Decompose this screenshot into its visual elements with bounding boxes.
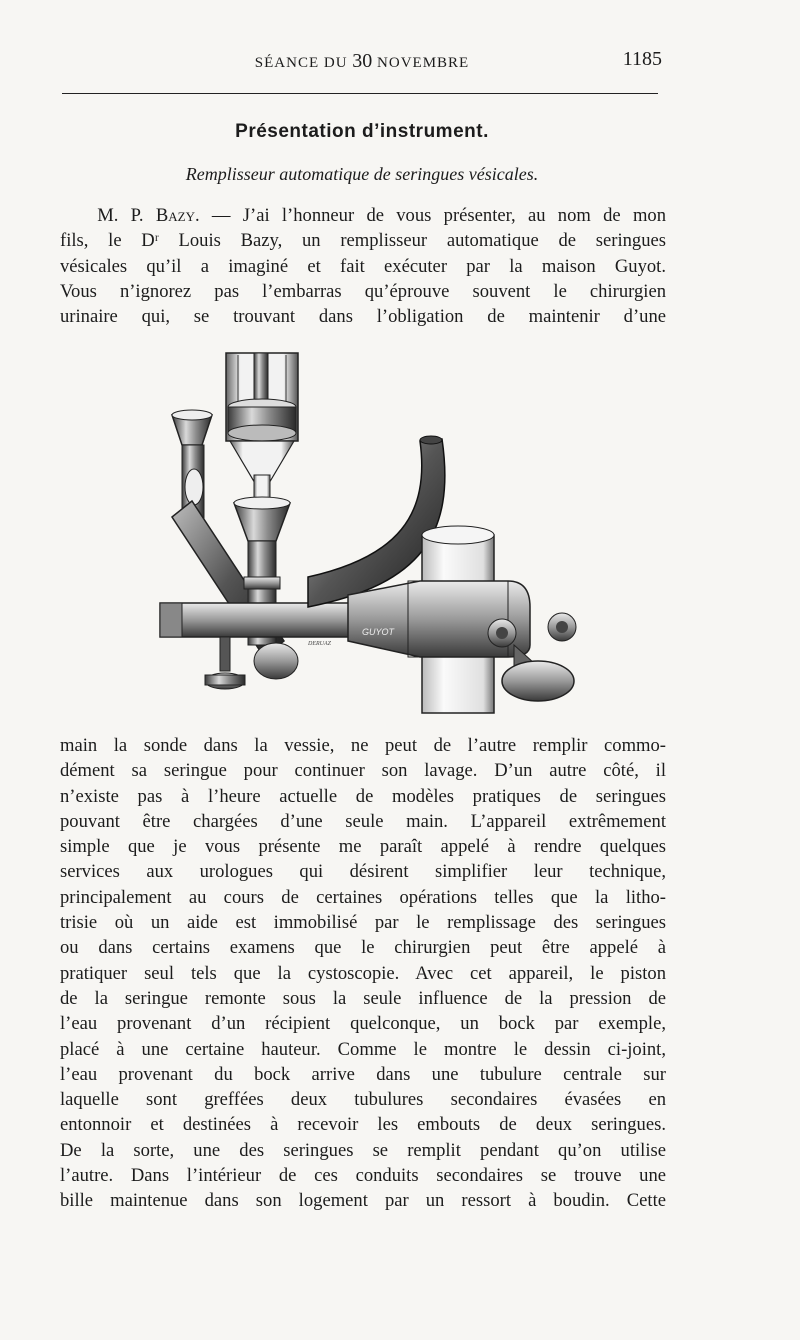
paragraph-continuation [60, 733, 666, 1214]
running-head-a: SÉANCE DU [254, 55, 348, 71]
speaker-line-rest: . — J’ai l’honneur de vous présenter, au nom de mon [194, 205, 666, 226]
section-title: Présentation d’instrument. [235, 121, 489, 142]
engraver-signature: DERUAZ [308, 641, 331, 647]
text-line: vésicales qu’il a imaginé et fait exécuter par la maison Guyot. [60, 255, 666, 277]
text-line: De la sorte, une des seringues se remplit pendant qu’on utilise [60, 1139, 666, 1161]
text-line: l’autre. Dans l’intérieur de ces conduits secondaires se trouve une [60, 1165, 666, 1187]
engraving-maker-label: GUYOT [362, 627, 395, 637]
text-line: services aux urologues qui désirent simplifier leur technique, [60, 861, 666, 883]
text-line [60, 203, 666, 228]
text-line: ou dans certains examens que le chirurgien peut être appelé à [60, 937, 666, 959]
instrument-engraving [158, 345, 578, 725]
text-line: Vous n’ignorez pas l’embarras qu’éprouve souvent le chirurgien [60, 280, 666, 302]
text-line: trisie où un aide est immobilisé par le remplissage des seringues [60, 912, 666, 934]
text-line: de la seringue remonte sous la seule influence de la pression de [60, 987, 666, 1009]
page-number: 1185 [622, 48, 662, 70]
text-line: bille maintenue dans son logement par un ressort à boudin. Cette [60, 1190, 666, 1212]
text-line: n’existe pas à l’heure actuelle de modèles pratiques de seringues [60, 785, 666, 807]
running-head-b: NOVEMBRE [377, 55, 470, 71]
text-line: fils, le Dʳ Louis Bazy, un remplisseur automatique de seringues [60, 230, 666, 252]
speaker-prefix: M. P. [97, 205, 144, 226]
text-line: urinaire qui, se trouvant dans l’obligation de maintenir d’une [60, 306, 666, 328]
text-line: pouvant être chargées d’une seule main. L’appareil extrêmement [60, 810, 666, 832]
running-header [62, 48, 662, 78]
text-line: entonnoir et destinées à recevoir les embouts de deux seringues. [60, 1114, 666, 1136]
header-rule [62, 93, 658, 94]
section-subtitle: Remplisseur automatique de seringues vésicales. [185, 164, 539, 184]
text-line: laquelle sont greffées deux tubulures secondaires évasées en [60, 1089, 666, 1111]
paragraph-intro [60, 203, 666, 329]
text-line: main la sonde dans la vessie, ne peut de l’autre remplir commo- [60, 735, 666, 756]
running-head-number: 30 [352, 50, 373, 72]
text-line: l’eau provenant du bock arrive dans une tubulure centrale sur [60, 1063, 666, 1085]
running-head [62, 50, 662, 73]
text-line: placé à une certaine hauteur. Comme le montre le dessin ci-joint, [60, 1038, 666, 1060]
text-line: dément sa seringue pour continuer son lavage. D’un autre côté, il [60, 760, 666, 782]
engraving-illustration [158, 345, 578, 725]
text-line: principalement au cours de certaines opérations telles que la litho- [60, 886, 666, 908]
text-line: simple que je vous présente me paraît appelé à rendre quelques [60, 836, 666, 858]
text-line: l’eau provenant d’un récipient quelconque, un bock par exemple, [60, 1013, 666, 1035]
text-line: pratiquer seul tels que la cystoscopie. Avec cet appareil, le piston [60, 962, 666, 984]
speaker-name: Bazy [155, 205, 195, 226]
